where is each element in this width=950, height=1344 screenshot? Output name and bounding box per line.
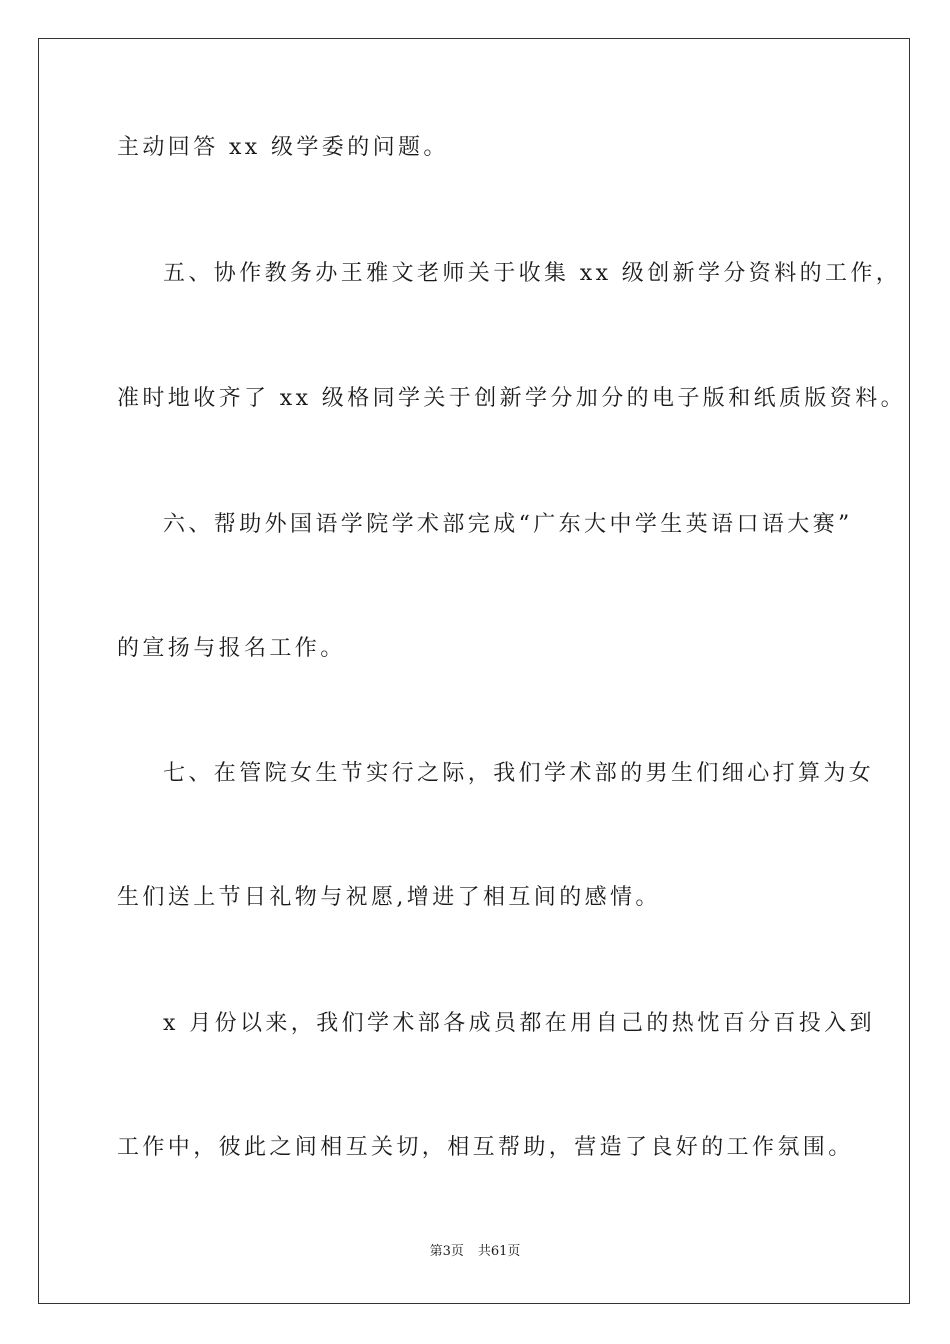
text-line-8: x 月份以来，我们学术部各成员都在用自己的热忱百分百投入到 <box>163 1011 876 1036</box>
text-line-9: 工作中，彼此之间相互关切，相互帮助，营造了良好的工作氛围。 <box>117 1135 854 1160</box>
text-line-6: 七、在管院女生节实行之际，我们学术部的男生们细心打算为女 <box>163 761 875 786</box>
page-total: 共61页 <box>477 1244 521 1259</box>
page-border <box>38 38 910 1304</box>
page-number: 第3页 <box>429 1244 464 1259</box>
text-line-4: 六、帮助外国语学院学术部完成“广东大中学生英语口语大赛” <box>163 512 853 537</box>
text-line-5: 的宣扬与报名工作。 <box>117 636 346 661</box>
text-line-3: 准时地收齐了 xx 级格同学关于创新学分加分的电子版和纸质版资料。 <box>117 386 907 411</box>
text-line-2: 五、协作教务办王雅文老师关于收集 xx 级创新学分资料的工作， <box>163 261 902 286</box>
text-line-7: 生们送上节日礼物与祝愿,增进了相互间的感情。 <box>117 885 661 910</box>
text-line-1: 主动回答 xx 级学委的问题。 <box>117 135 449 160</box>
page-footer <box>0 1240 950 1259</box>
